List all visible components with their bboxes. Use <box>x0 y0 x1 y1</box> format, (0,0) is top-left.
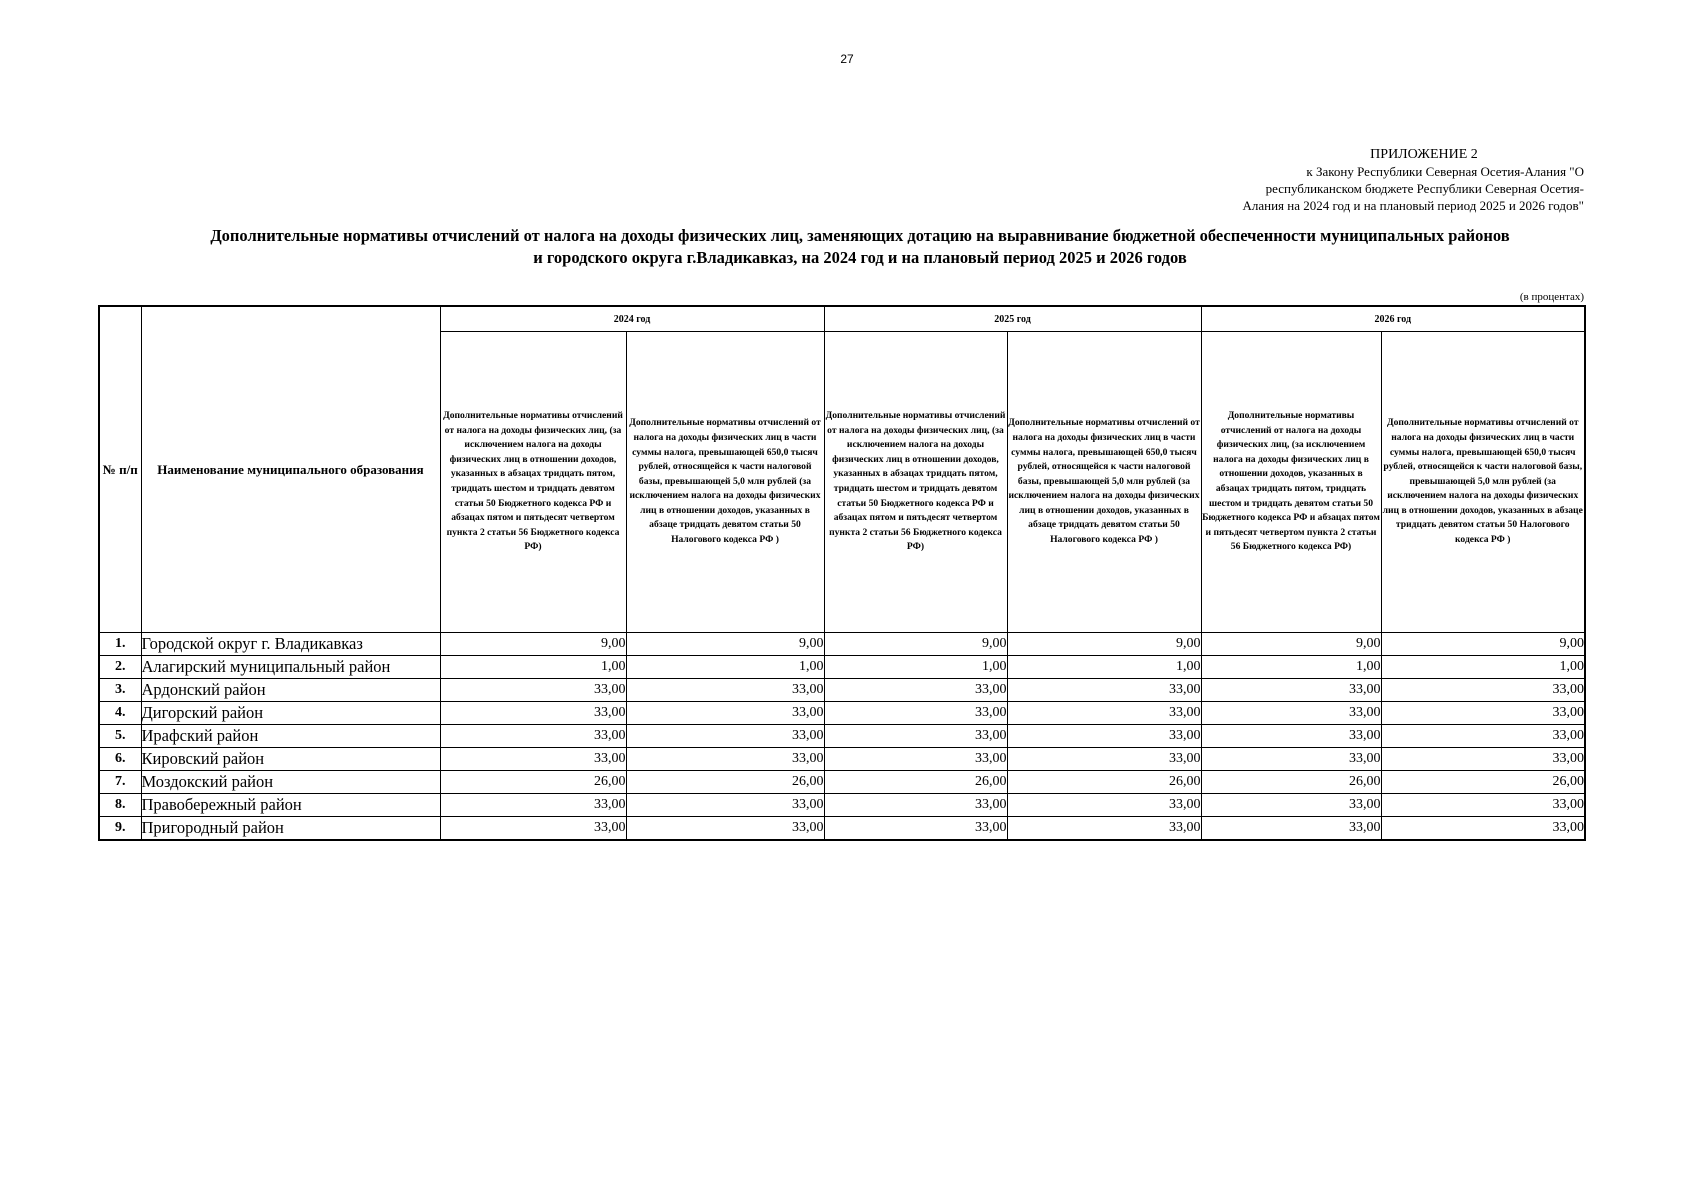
title-line: Дополнительные нормативы отчислений от налога на доходы физических лиц, заменяющих дотацию на выравнивание бюджетной обеспеченности муниципальных районов <box>210 226 1510 245</box>
table-row <box>99 702 1585 725</box>
name-header: Наименование муниципального образования <box>141 306 440 633</box>
municipality-name: Ардонский район <box>141 679 440 702</box>
row-number: 3. <box>99 679 141 702</box>
table-row <box>99 633 1585 656</box>
column-desc-excess-2025: Дополнительные нормативы отчислений от налога на доходы физических лиц в части суммы налога, превышающей 650,0 тысяч рублей, относящейся к части налоговой базы, превышающей 5,0 млн рублей (за исключением налога на доходы физических лиц в отношении доходов, указанных в абзаце тридцать девятом статьи 50 Налогового кодекса РФ ) <box>1007 332 1201 633</box>
municipality-name: Дигорский район <box>141 702 440 725</box>
num-header: № п/п <box>99 306 141 633</box>
table-row <box>99 771 1585 794</box>
year-header-2026: 2026 год <box>1201 306 1585 332</box>
norms-table <box>98 305 1586 841</box>
municipality-name: Правобережный район <box>141 794 440 817</box>
row-number: 1. <box>99 633 141 656</box>
norm-value: 33,00 <box>1007 748 1201 771</box>
municipality-name: Городской округ г. Владикавказ <box>141 633 440 656</box>
norm-value: 33,00 <box>1007 817 1201 841</box>
norm-value: 33,00 <box>440 794 626 817</box>
table-row <box>99 794 1585 817</box>
row-number: 6. <box>99 748 141 771</box>
norm-value: 9,00 <box>1007 633 1201 656</box>
column-desc-general-2024: Дополнительные нормативы отчислений от налога на доходы физических лиц, (за исключением налога на доходы физических лиц в отношении доходов, указанных в абзацах тридцать пятом, тридцать шестом и тридцать девятом статьи 50 Бюджетного кодекса РФ и абзацах пятом и пятьдесят четвертом пункта 2 статьи 56 Бюджетного кодекса РФ) <box>440 332 626 633</box>
norm-value: 1,00 <box>824 656 1007 679</box>
norm-value: 9,00 <box>440 633 626 656</box>
table-row <box>99 748 1585 771</box>
norm-value: 33,00 <box>1381 794 1585 817</box>
table-row <box>99 656 1585 679</box>
row-number: 8. <box>99 794 141 817</box>
row-number: 7. <box>99 771 141 794</box>
norm-value: 9,00 <box>626 633 824 656</box>
norm-value: 26,00 <box>1007 771 1201 794</box>
norm-value: 33,00 <box>1201 679 1381 702</box>
norm-value: 33,00 <box>440 702 626 725</box>
norm-value: 33,00 <box>1381 725 1585 748</box>
norm-value: 33,00 <box>1381 748 1585 771</box>
norm-value: 26,00 <box>626 771 824 794</box>
norm-value: 33,00 <box>1201 748 1381 771</box>
norm-value: 33,00 <box>1007 794 1201 817</box>
table-row <box>99 817 1585 841</box>
row-number: 5. <box>99 725 141 748</box>
norm-value: 33,00 <box>1381 679 1585 702</box>
norm-value: 1,00 <box>1201 656 1381 679</box>
norm-value: 33,00 <box>1007 725 1201 748</box>
norm-value: 26,00 <box>1201 771 1381 794</box>
appendix-line: республиканском бюджете Республики Северная Осетия- <box>1265 181 1584 196</box>
norm-value: 33,00 <box>824 679 1007 702</box>
norm-value: 33,00 <box>1201 817 1381 841</box>
column-desc-excess-2024: Дополнительные нормативы отчислений от налога на доходы физических лиц в части суммы налога, превышающей 650,0 тысяч рублей, относящейся к части налоговой базы, превышающей 5,0 млн рублей (за исключением налога на доходы физических лиц в отношении доходов, указанных в абзаце тридцать девятом статьи 50 Налогового кодекса РФ ) <box>626 332 824 633</box>
municipality-name: Ирафский район <box>141 725 440 748</box>
row-number: 2. <box>99 656 141 679</box>
appendix-block <box>1204 146 1584 214</box>
norm-value: 26,00 <box>440 771 626 794</box>
norm-value: 33,00 <box>626 702 824 725</box>
norm-value: 33,00 <box>1201 794 1381 817</box>
table-row <box>99 679 1585 702</box>
column-desc-excess-2026: Дополнительные нормативы отчислений от налога на доходы физических лиц в части суммы налога, превышающей 650,0 тысяч рублей, относящейся к части налоговой базы, превышающей 5,0 млн рублей (за исключением налога на доходы физических лиц в отношении доходов, указанных в абзаце тридцать девятом статьи 50 Налогового кодекса РФ ) <box>1381 332 1585 633</box>
year-header-2024: 2024 год <box>440 306 824 332</box>
norm-value: 26,00 <box>1381 771 1585 794</box>
title-line: и городского округа г.Владикавказ, на 2024 год и на плановый период 2025 и 2026 годов <box>533 248 1187 267</box>
norm-value: 1,00 <box>626 656 824 679</box>
table-body <box>99 633 1585 841</box>
norm-value: 9,00 <box>1201 633 1381 656</box>
norm-value: 33,00 <box>440 748 626 771</box>
page-number: 27 <box>840 52 854 66</box>
norm-value: 9,00 <box>1381 633 1585 656</box>
norm-value: 33,00 <box>824 748 1007 771</box>
norm-value: 33,00 <box>1201 725 1381 748</box>
norm-value: 33,00 <box>824 725 1007 748</box>
appendix-line: к Закону Республики Северная Осетия-Алания "О <box>1306 164 1584 179</box>
norm-value: 33,00 <box>440 817 626 841</box>
norm-value: 33,00 <box>824 817 1007 841</box>
appendix-line: Алания на 2024 год и на плановый период 2025 и 2026 годов" <box>1242 198 1584 213</box>
row-number: 9. <box>99 817 141 841</box>
norm-value: 9,00 <box>824 633 1007 656</box>
appendix-heading: ПРИЛОЖЕНИЕ 2 <box>1370 147 1478 162</box>
norm-value: 33,00 <box>1007 679 1201 702</box>
column-desc-general-2026: Дополнительные нормативы отчислений от налога на доходы физических лиц, (за исключением налога на доходы физических лиц в отношении доходов, указанных в абзацах тридцать пятом, тридцать шестом и тридцать девятом статьи 50 Бюджетного кодекса РФ и абзацах пятом и пятьдесят четвертом пункта 2 статьи 56 Бюджетного кодекса РФ) <box>1201 332 1381 633</box>
norm-value: 33,00 <box>824 702 1007 725</box>
table-row <box>99 725 1585 748</box>
units-note: (в процентах) <box>1519 291 1584 303</box>
municipality-name: Алагирский муниципальный район <box>141 656 440 679</box>
municipality-name: Моздокский район <box>141 771 440 794</box>
norm-value: 26,00 <box>824 771 1007 794</box>
year-header-2025: 2025 год <box>824 306 1201 332</box>
norm-value: 33,00 <box>626 748 824 771</box>
municipality-name: Кировский район <box>141 748 440 771</box>
norm-value: 33,00 <box>1381 702 1585 725</box>
row-number: 4. <box>99 702 141 725</box>
norm-value: 33,00 <box>626 725 824 748</box>
norm-value: 33,00 <box>824 794 1007 817</box>
norm-value: 33,00 <box>626 817 824 841</box>
document-title <box>130 225 1590 269</box>
norm-value: 33,00 <box>626 679 824 702</box>
norm-value: 33,00 <box>440 679 626 702</box>
norm-value: 33,00 <box>1007 702 1201 725</box>
norm-value: 33,00 <box>440 725 626 748</box>
column-desc-general-2025: Дополнительные нормативы отчислений от налога на доходы физических лиц, (за исключением налога на доходы физических лиц в отношении доходов, указанных в абзацах тридцать пятом, тридцать шестом и тридцать девятом статьи 50 Бюджетного кодекса РФ и абзацах пятом и пятьдесят четвертом пункта 2 статьи 56 Бюджетного кодекса РФ) <box>824 332 1007 633</box>
municipality-name: Пригородный район <box>141 817 440 841</box>
norm-value: 1,00 <box>440 656 626 679</box>
norm-value: 1,00 <box>1381 656 1585 679</box>
norm-value: 33,00 <box>1381 817 1585 841</box>
norm-value: 33,00 <box>1201 702 1381 725</box>
norm-value: 1,00 <box>1007 656 1201 679</box>
norm-value: 33,00 <box>626 794 824 817</box>
